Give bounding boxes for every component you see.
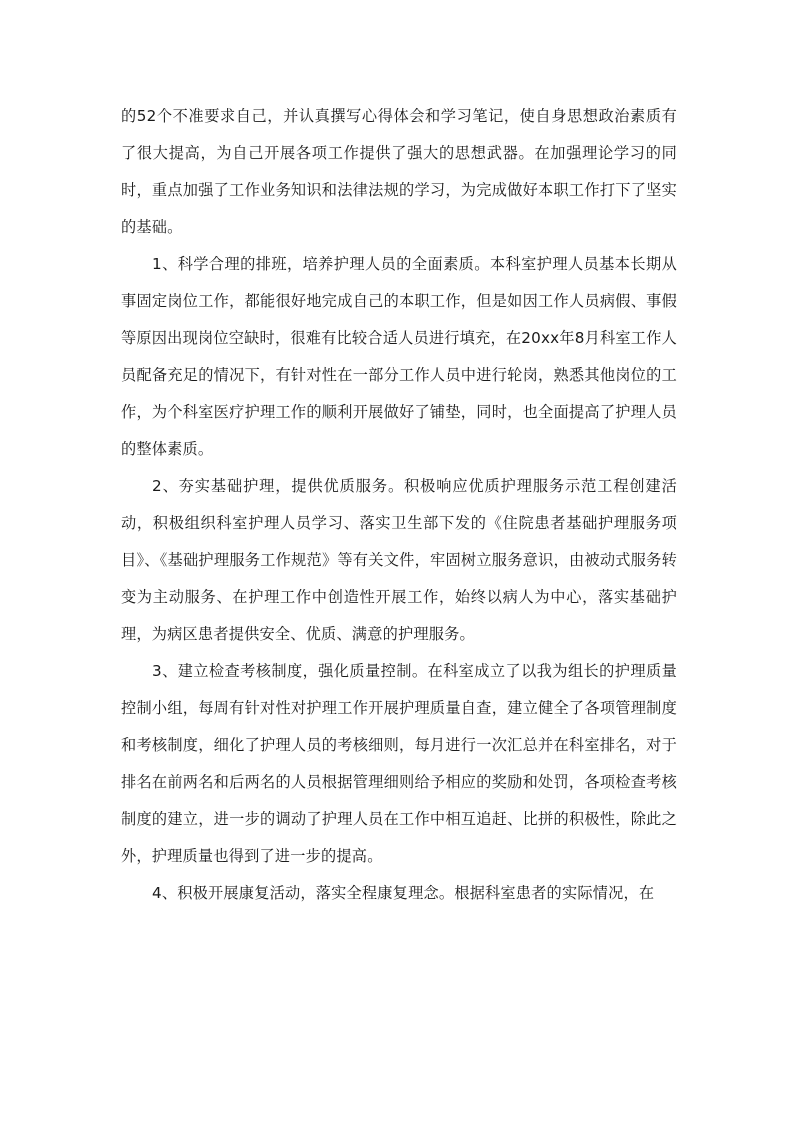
paragraph-item-1: 1、科学合理的排班，培养护理人员的全面素质。本科室护理人员基本长期从事固定岗位工作，都能很好地完成自己的本职工作，但是如因工作人员病假、事假等原因出现岗位空缺时，很难有比较合适人员进行填充，在20xx年8月科室工作人员配备充足的情况下，有针对性在一部分工作人员中进行轮岗，熟悉其他岗位的工作，为个科室医疗护理工作的顺利开展做好了铺垫，同时，也全面提高了护理人员的整体素质。	[121, 255, 677, 458]
document-body	[121, 98, 677, 912]
paragraph-item-3: 3、建立检查考核制度，强化质量控制。在科室成立了以我为组长的护理质量控制小组，每周有针对性对护理工作开展护理质量自查，建立健全了各项管理制度和考核制度，细化了护理人员的考核细则，每月进行一次汇总并在科室排名，对于排名在前两名和后两名的人员根据管理细则给予相应的奖励和处罚，各项检查考核制度的建立，进一步的调动了护理人员在工作中相互追赶、比拼的积极性，除此之外，护理质量也得到了进一步的提高。	[121, 662, 677, 865]
paragraph-item-4: 4、积极开展康复活动，落实全程康复理念。根据科室患者的实际情况，在	[152, 884, 655, 902]
paragraph-item-2: 2、夯实基础护理，提供优质服务。积极响应优质护理服务示范工程创建活动，积极组织科室护理人员学习、落实卫生部下发的《住院患者基础护理服务项目》、《基础护理服务工作规范》等有关文件，牢固树立服务意识，由被动式服务转变为主动服务、在护理工作中创造性开展工作，始终以病人为中心，落实基础护理，为病区患者提供安全、优质、满意的护理服务。	[121, 477, 677, 643]
paragraph-continuation: 的52个不准要求自己，并认真撰写心得体会和学习笔记，使自身思想政治素质有了很大提高，为自己开展各项工作提供了强大的思想武器。在加强理论学习的同时，重点加强了工作业务知识和法律法规的学习，为完成做好本职工作打下了坚实的基础。	[121, 107, 677, 236]
